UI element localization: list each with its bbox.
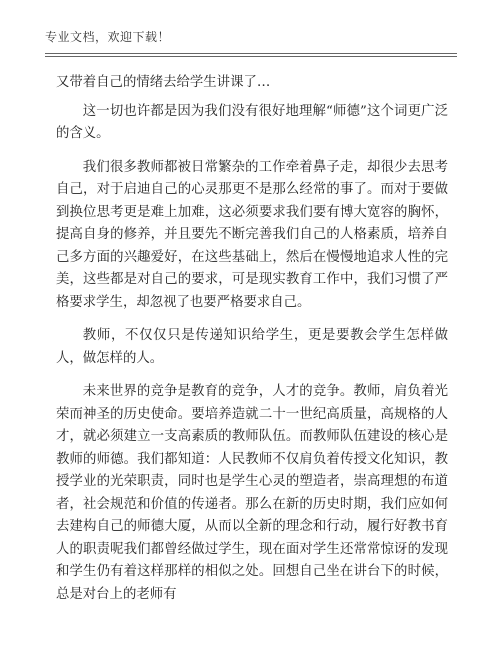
header-rule-top xyxy=(45,53,457,54)
document-header: 专业文档，欢迎下载！ xyxy=(45,30,171,44)
paragraph-continuation: 又带着自己的情绪去给学生讲课了… xyxy=(56,75,271,90)
document-body xyxy=(56,72,448,617)
paragraph: 我们很多教师都被日常繁杂的工作牵着鼻子走，却很少去思考自己，对于启迪自己的心灵那更不是那么经常的事了。而对于要做到换位思考更是难上加难，这必须要求我们要有博大宽容的胸怀，提高自身的修养，并且要先不断完善我们自己的人格素质，培养自己多方面的兴趣爱好，在这些基础上，然后在慢慢地追求人性的完美，这些都是对自己的要求，可是现实教育工作中，我们习惯了严格要求学生，却忽视了也要严格要求自己。 xyxy=(56,159,448,310)
header-rule-bottom xyxy=(45,56,457,57)
paragraph: 教师，不仅仅只是传递知识给学生，更是要教会学生怎样做人，做怎样的人。 xyxy=(56,328,448,366)
paragraph: 未来世界的竞争是教育的竞争，人才的竞争。教师，肩负着光荣而神圣的历史使命。要培养造就二十一世纪高质量，高规格的人才，就必须建立一支高素质的教师队伍。而教师队伍建设的核心是教师的师德。我们都知道：人民教师不仅肩负着传授文化知识，教授学业的光荣职责，同时也是学生心灵的塑造者，崇高理想的布道者，社会规范和价值的传递者。那么在新的历史时期，我们应如何去建构自己的师德大厦，从而以全新的理念和行动，履行好教书育人的职责呢我们都曾经做过学生，现在面对学生还常常惊讶的发现和学生仍有着这样那样的相似之处。回想自己坐在讲台下的时候，总是对台上的老师有 xyxy=(56,384,448,602)
paragraph: 这一切也许都是因为我们没有很好地理解“师德”这个词更广泛的含义。 xyxy=(56,103,448,141)
